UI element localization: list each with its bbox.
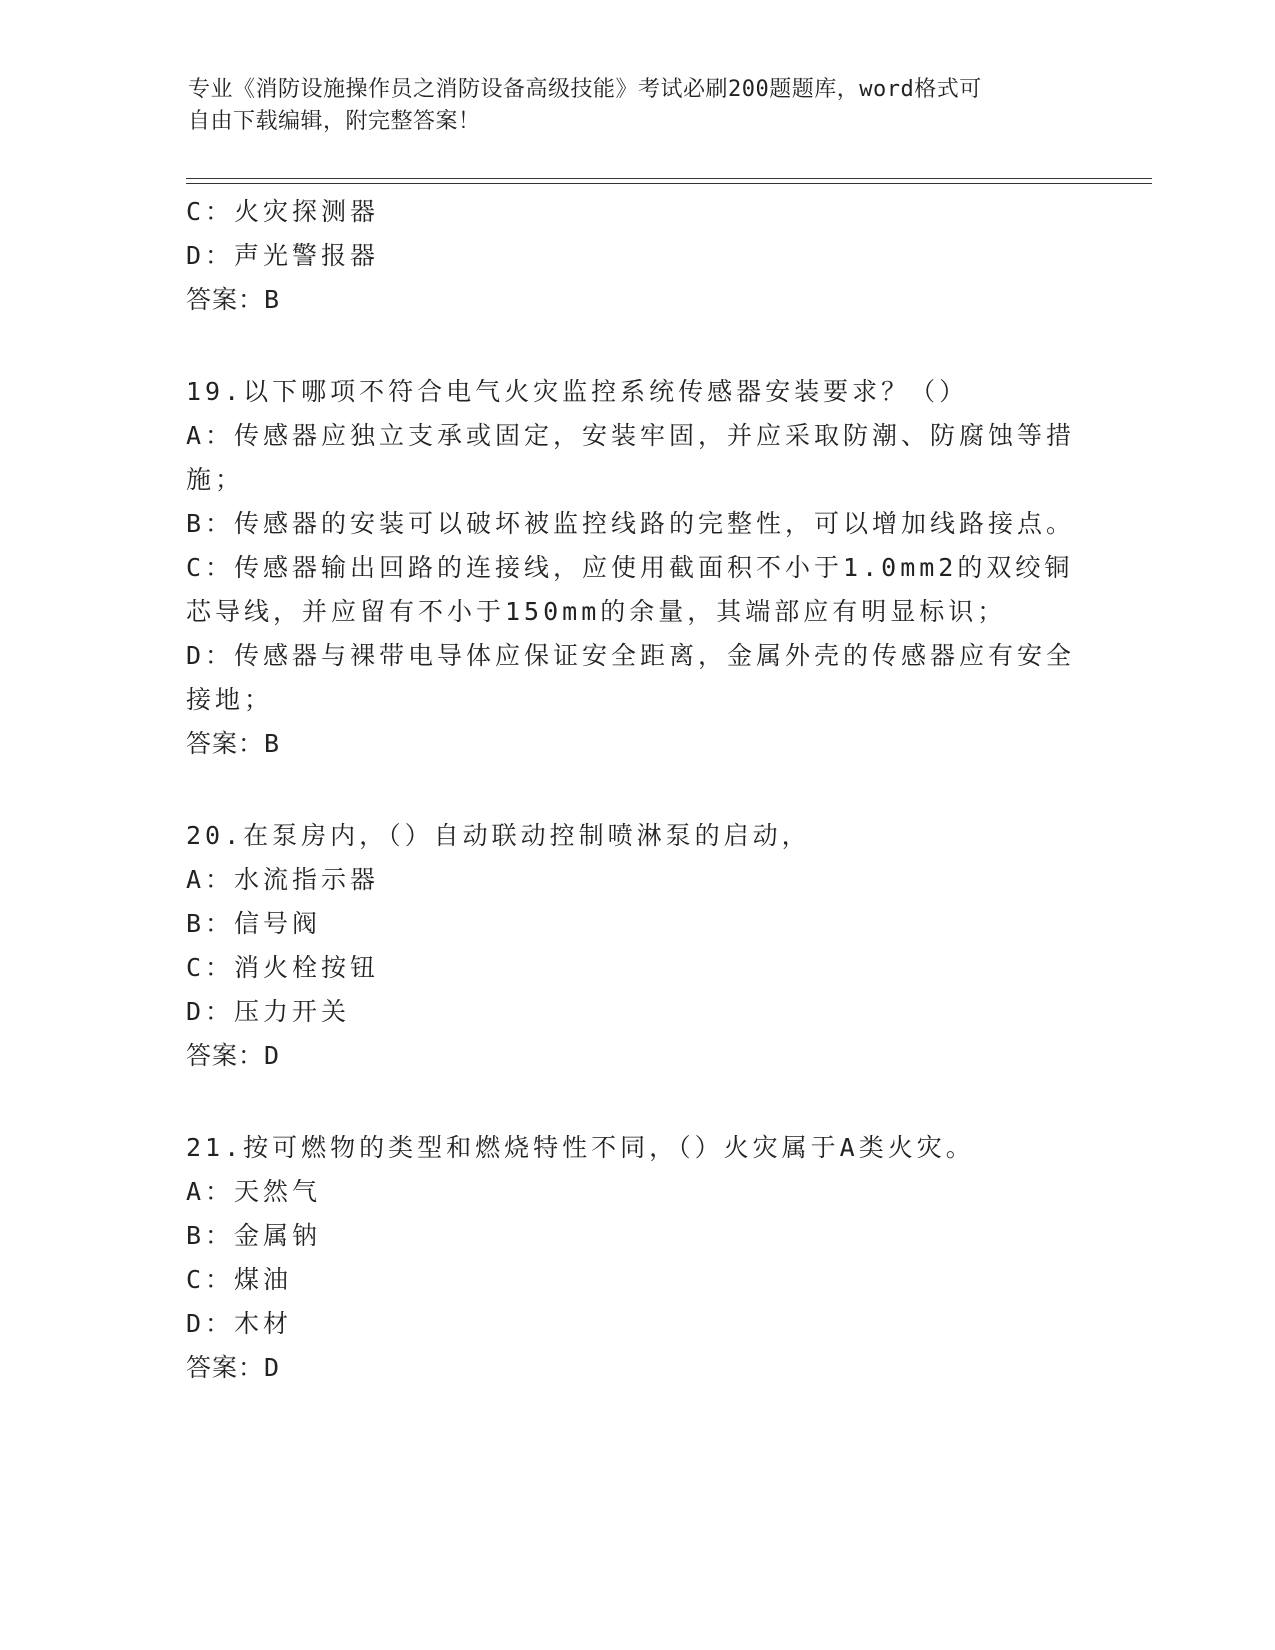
header-line-2: 自由下载编辑，附完整答案！ (188, 109, 481, 134)
answer-line: 答案：B (186, 285, 281, 314)
option-d: D：压力开关 (186, 997, 351, 1026)
option-b: B：传感器的安装可以破坏被监控线路的完整性，可以增加线路接点。 (186, 509, 1076, 538)
option-a: A：天然气 (186, 1177, 322, 1206)
option-c-continued: 芯导线，并应留有不小于150mm的余量，其端部应有明显标识； (186, 597, 1007, 626)
option-b: B：金属钠 (186, 1221, 322, 1250)
header-divider (186, 178, 1152, 184)
question-block-21 (186, 1126, 1086, 1390)
option-a: A：水流指示器 (186, 865, 380, 894)
question-block-prev (186, 190, 1086, 322)
question-block-19 (186, 370, 1086, 766)
answer-line: 答案：D (186, 1353, 281, 1382)
option-c: C：火灾探测器 (186, 197, 380, 226)
option-d-continued: 接地； (186, 685, 274, 714)
option-a-continued: 施； (186, 465, 245, 494)
answer-line: 答案：D (186, 1041, 281, 1070)
question-block-20 (186, 814, 1086, 1078)
spacer (186, 322, 1086, 370)
option-d: D：木材 (186, 1309, 293, 1338)
spacer (186, 766, 1086, 814)
option-a: A：传感器应独立支承或固定，安装牢固，并应采取防潮、防腐蚀等措 (186, 421, 1076, 450)
option-d: D：传感器与裸带电导体应保证安全距离，金属外壳的传感器应有安全 (186, 641, 1076, 670)
option-c: C：传感器输出回路的连接线，应使用截面积不小于1.0mm2的双绞铜 (186, 553, 1074, 582)
answer-line: 答案：B (186, 729, 281, 758)
page-header (188, 74, 1088, 138)
option-d: D：声光警报器 (186, 241, 380, 270)
question-stem: 20.在泵房内，（）自动联动控制喷淋泵的启动， (186, 821, 811, 850)
question-stem: 19.以下哪项不符合电气火灾监控系统传感器安装要求？（） (186, 377, 969, 406)
option-c: C：煤油 (186, 1265, 293, 1294)
option-b: B：信号阀 (186, 909, 322, 938)
option-c: C：消火栓按钮 (186, 953, 380, 982)
spacer (186, 1078, 1086, 1126)
question-stem: 21.按可燃物的类型和燃烧特性不同，（）火灾属于A类火灾。 (186, 1133, 975, 1162)
question-list (186, 190, 1086, 1390)
header-line-1: 专业《消防设施操作员之消防设备高级技能》考试必刷200题题库，word格式可 (188, 77, 982, 102)
